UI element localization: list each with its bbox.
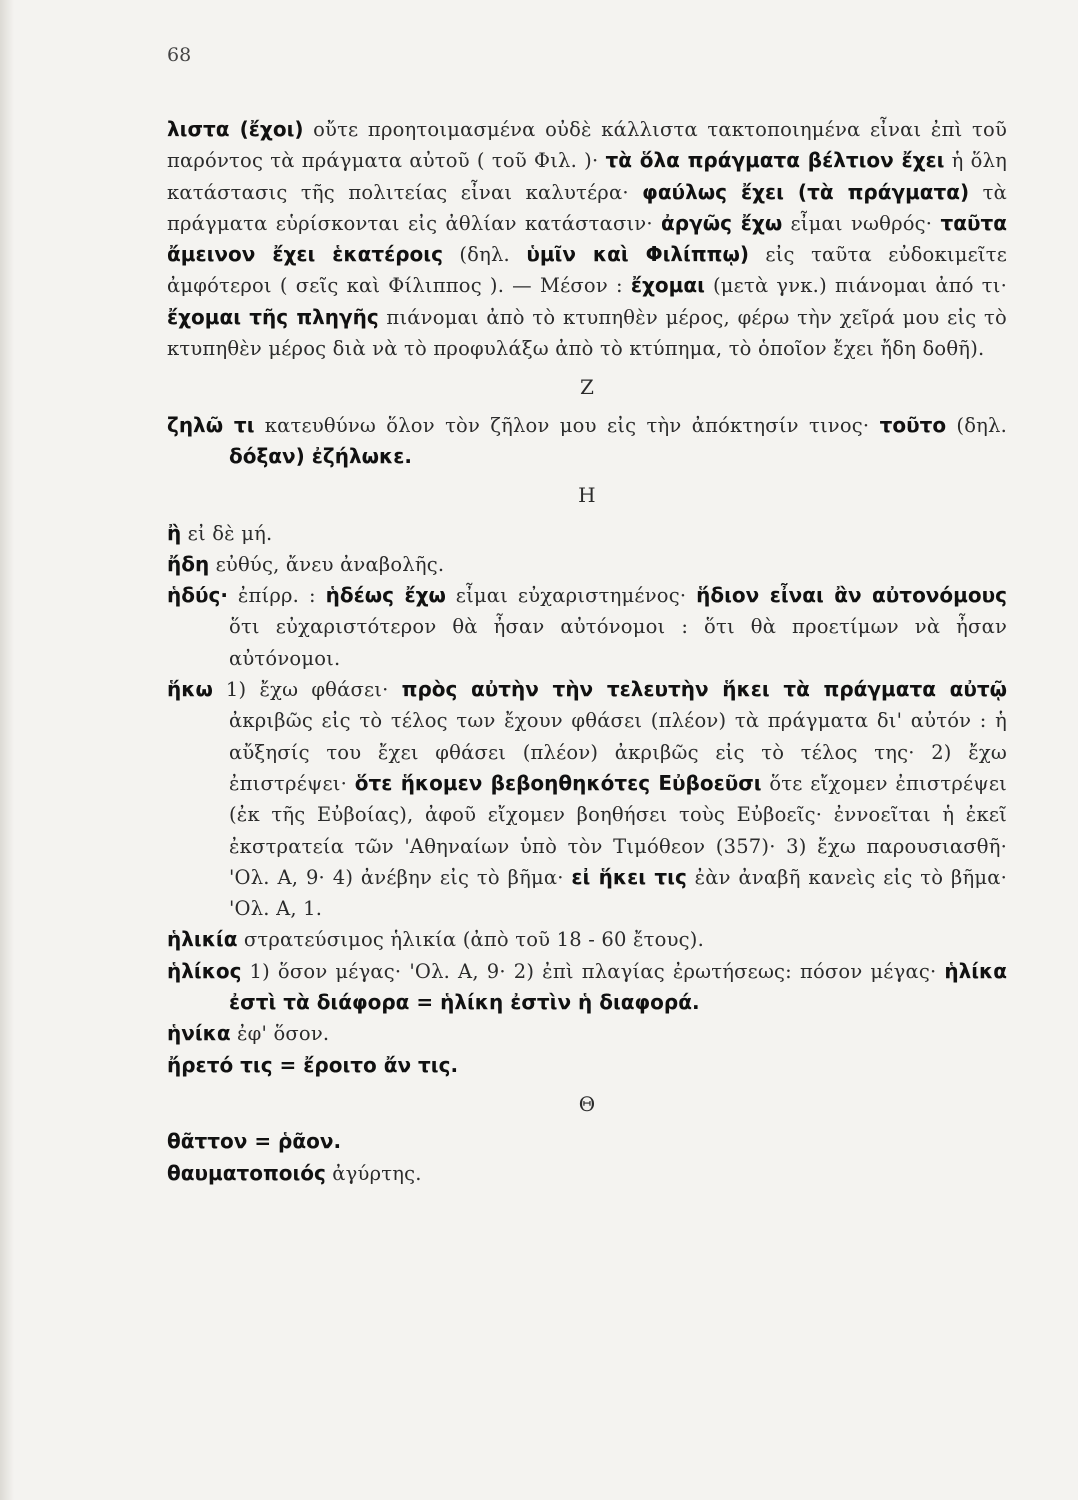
dictionary-entry — [167, 518, 1007, 549]
entry-term: ἡνίκα — [167, 1021, 231, 1046]
entry-text: (δηλ. — [946, 413, 1007, 437]
dictionary-text — [167, 114, 1007, 1189]
dictionary-entry — [167, 674, 1007, 924]
entry-term: ὅτε ἥκομεν βεβοηθηκότες Εὐβοεῦσι — [354, 770, 762, 795]
entry-text: ὅτε εἴχομεν ἐπιστρέψει (ἐκ τῆς Εὐβοίας), ἀφοῦ εἴχομεν βοηθήσει τοὺς Εὐβοεῖς· ἐννοεῖται ἡ ἐκεῖ ἐκστρατεία τῶν 'Αθηναίων ὑπὸ τὸν Τιμόθεον (357)· 3) ἔχω παρουσιασθῆ· 'Ολ. Α, 9· 4) ἀνέβην εἰς τὸ βῆμα· — [229, 771, 1007, 889]
entry-text: ἐπίρρ. : — [227, 584, 326, 608]
dictionary-entry — [167, 1126, 1007, 1157]
entry-text: ὅτι εὐχαριστότερον θὰ ἦσαν αὐτόνομοι : ὅτι θὰ προετίμων νὰ ἦσαν αὐτόνομοι. — [229, 615, 1007, 670]
entry-term: ζηλῶ τι — [167, 412, 255, 437]
entry-term: δόξαν) ἐζήλωκε. — [229, 443, 412, 468]
entry-text: εὐθύς, ἄνευ ἀναβολῆς. — [209, 552, 445, 576]
dictionary-entry — [167, 1158, 1007, 1189]
entry-text: Η — [578, 483, 596, 508]
entry-text: εἶμαι νωθρός· — [782, 211, 941, 235]
page-number: 68 — [167, 44, 192, 66]
entry-term: ἡλίκα ἐστὶ τὰ διάφορα = ἡλίκη ἐστὶν ἡ διαφορά. — [229, 958, 1007, 1015]
entry-term: πρὸς αὐτὴν τὴν τελευτὴν ἥκει τὰ πράγματα αὐτῷ — [401, 677, 1008, 702]
entry-term: ἤδη — [167, 551, 210, 576]
entry-term: ἥκω — [167, 677, 213, 702]
entry-text: (δηλ. — [442, 243, 527, 267]
entry-term: εἰ ἥκει τις — [571, 864, 687, 889]
entry-term: ἤρετό τις = ἔροιτο ἄν τις. — [167, 1052, 459, 1077]
section-letter — [167, 372, 1007, 403]
section-letter — [167, 480, 1007, 511]
entry-term: λιστα (ἔχοι) — [167, 117, 304, 141]
dictionary-entry — [167, 580, 1007, 674]
entry-text: οὔτε προητοιμασμένα οὐδὲ κάλλιστα τακτοποιημένα εἶναι ἐπὶ τοῦ παρόντος τὰ πράγματα αὐτοῦ ( τοῦ Φιλ. )· — [167, 118, 1007, 173]
entry-term: ἥδιον εἶναι ἂν αὐτονόμους — [696, 583, 1007, 608]
entry-text: στρατεύσιμος ἡλικία (ἀπὸ τοῦ 18 - 60 ἔτους). — [237, 928, 704, 952]
dictionary-entry — [167, 1050, 1007, 1081]
entry-term: θαυματοποιός — [167, 1160, 326, 1185]
dictionary-entry — [167, 549, 1007, 580]
entry-text: 1) ὅσον μέγας· 'Ολ. Α, 9· 2) ἐπὶ πλαγίας ἐρωτήσεως: πόσον μέγας· — [241, 959, 945, 983]
entry-term: ἡλίκος — [167, 958, 242, 983]
entry-text: ἀκριβῶς εἰς τὸ τέλος των ἔχουν φθάσει (πλέον) τὰ πράγματα δι' αὐτόν : ἡ αὔξησίς του ἔχει φθάσει (πλέον) ἀκριβῶς εἰς τὸ τέλος της· 2) ἔχω ἐπιστρέψει· — [229, 709, 1007, 795]
dictionary-entry — [167, 1018, 1007, 1049]
entry-text: 1) ἔχω φθάσει· — [212, 678, 402, 702]
entry-term: ἔχομαι — [630, 273, 705, 298]
entry-term: ἢ — [167, 520, 182, 545]
page-fold-shadow — [0, 0, 14, 1500]
entry-text: ἐφ' ὅσον. — [230, 1022, 330, 1046]
entry-text: Ζ — [579, 375, 595, 400]
entry-term: ἡδύς· — [167, 583, 228, 608]
entry-text: τὰ πράγματα εὑρίσκονται εἰς ἀθλίαν κατάστασιν· — [167, 180, 1007, 235]
entry-term: τὰ ὅλα πράγματα βέλτιον ἔχει — [605, 148, 945, 173]
entry-text: ἡ ὅλη κατάστασις τῆς πολιτείας εἶναι καλυτέρα· — [167, 149, 1008, 204]
entry-text: ἀγύρτης. — [325, 1161, 422, 1185]
dictionary-entry — [167, 924, 1007, 955]
entry-term: ἔχομαι τῆς πληγῆς — [167, 304, 379, 329]
section-letter — [167, 1089, 1007, 1120]
entry-text: εἶμαι εὐχαριστημένος· — [445, 584, 697, 608]
entry-text: κατευθύνω ὅλον τὸν ζῆλον μου εἰς τὴν ἀπόκτησίν τινος· — [254, 413, 880, 437]
entry-term: φαύλως ἔχει (τὰ πράγματα) — [642, 179, 970, 204]
entry-text: ἐὰν ἀναβῆ κανεὶς εἰς τὸ βῆμα· 'Ολ. Α, 1. — [229, 865, 1007, 921]
entry-term: ἡδέως ἔχω — [325, 583, 446, 608]
entry-text: (μετὰ γνκ.) πιάνομαι ἀπό τι· — [704, 274, 1007, 298]
entry-term: ταῦτα ἄμεινον ἔχει ἑκατέροις — [167, 210, 1007, 267]
entry-term: ἡλικία — [167, 927, 238, 952]
entry-term: ἀργῶς ἔχω — [661, 210, 783, 235]
entry-text: πιάνομαι ἀπὸ τὸ κτυπηθὲν μέρος, φέρω τὴν χεῖρά μου εἰς τὸ κτυπηθὲν μέρος διὰ νὰ τὸ προφυλάξω ἀπὸ τὸ κτύπημα, τὸ ὁποῖον ἔχει ἤδη δοθῆ). — [167, 305, 1007, 361]
entry-text: Θ — [578, 1091, 596, 1116]
entry-text: εἰς ταῦτα εὐδοκιμεῖτε ἀμφότεροι ( σεῖς καὶ Φίλιππος ). — Μέσον : — [167, 243, 1008, 298]
dictionary-entry — [167, 956, 1007, 1019]
entry-term: τοῦτο — [879, 412, 947, 437]
dictionary-entry — [167, 410, 1007, 473]
entry-term: θᾶττον = ῥᾶον. — [167, 1129, 342, 1154]
entry-term: ὑμῖν καὶ Φιλίππῳ) — [526, 242, 750, 267]
dictionary-entry — [167, 114, 1007, 364]
entry-text: εἰ δὲ μή. — [181, 521, 273, 545]
